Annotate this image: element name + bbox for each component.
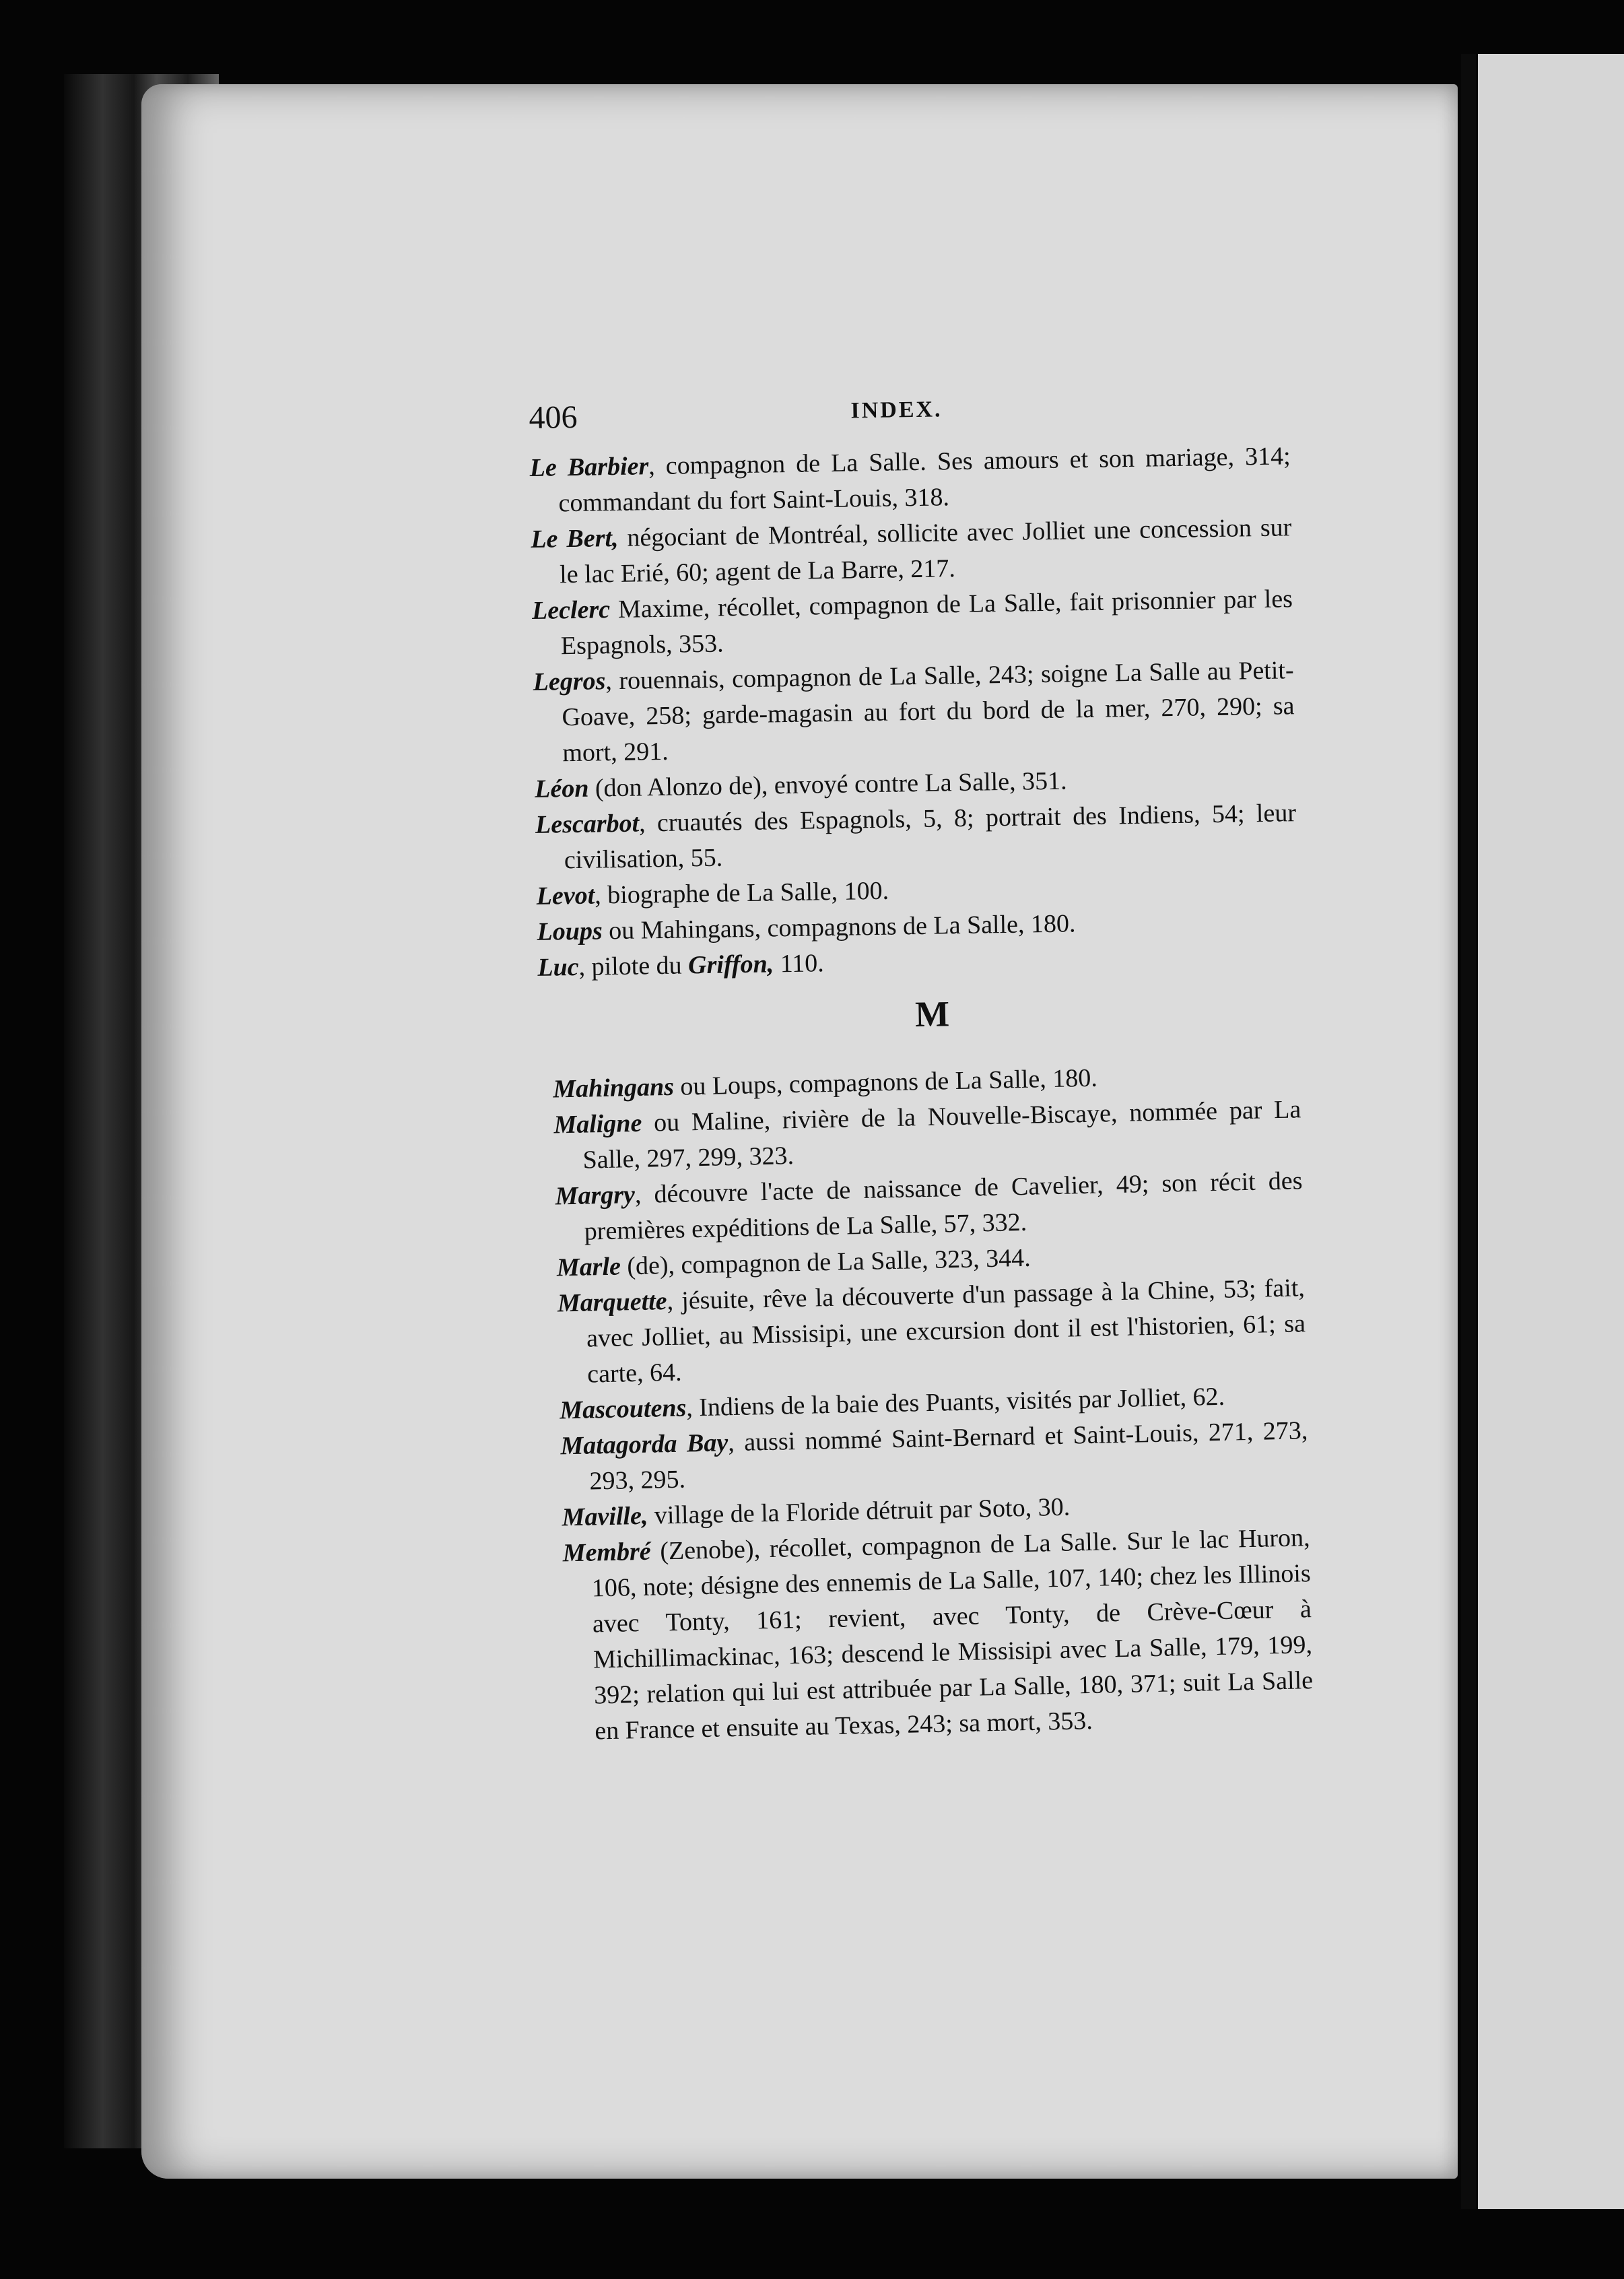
index-section-m bbox=[553, 1056, 1314, 1750]
entry-italic-term: Griffon, bbox=[687, 950, 774, 980]
entry-text: ou Loups, compagnons de La Salle, 180. bbox=[673, 1063, 1098, 1101]
entry-text: , découvre l'acte de naissance de Cavelier, 49; son récit des premières expéditions de La Salle, 57, 332. bbox=[584, 1166, 1303, 1246]
page-number: 406 bbox=[529, 399, 578, 436]
entry-text: (Zenobe), récollet, compagnon de La Salle. Sur le lac Huron, 106, note; désigne des ennemis de La Salle, 107, 140; chez les Illinois avec Tonty, 161; revient, avec Tonty, de Crève-Cœur à Michillimackinac, 163; descend le Missisipi avec La Salle, 179, 199, 392; relation qui lui est attribuée par La Salle, 180, 371; suit La Salle en France et ensuite au Texas, 243; sa mort, 353. bbox=[591, 1523, 1314, 1746]
entry-headword: Le Bert, bbox=[531, 523, 619, 554]
entry-text: Maxime, récollet, compagnon de La Salle, fait prisonnier par les Espagnols, 353. bbox=[560, 585, 1293, 661]
entry-text: négociant de Montréal, sollicite avec Jolliet une concession sur le lac Erié, 60; agent de La Barre, 217. bbox=[559, 513, 1292, 589]
index-entry bbox=[532, 581, 1294, 665]
entry-text-tail: 110. bbox=[773, 949, 825, 979]
entry-headword: Loups bbox=[537, 917, 603, 946]
facing-page-edge bbox=[1478, 54, 1624, 2209]
index-section-l bbox=[529, 438, 1298, 986]
page-text-block bbox=[529, 382, 1314, 1750]
entry-headword: Le Barbier bbox=[529, 452, 649, 482]
index-entry bbox=[562, 1520, 1314, 1750]
entry-headword: Marquette bbox=[557, 1287, 667, 1318]
entry-headword: Mahingans bbox=[552, 1072, 675, 1104]
entry-text: , aussi nommé Saint-Bernard et Saint-Louis, 271, 273, 293, 295. bbox=[589, 1416, 1308, 1496]
entry-headword: Léon bbox=[534, 774, 589, 803]
entry-headword: Levot bbox=[536, 881, 595, 911]
entry-headword: Maville, bbox=[562, 1501, 648, 1532]
section-letter-heading: M bbox=[914, 993, 950, 1035]
entry-text: , jésuite, rêve la découverte d'un passage à la Chine, 53; fait, avec Jolliet, au Missisipi, une excursion dont il est l'historien, 61; sa carte, 64. bbox=[586, 1274, 1306, 1389]
entry-headword: Lescarbot bbox=[535, 809, 640, 839]
entry-text: , Indiens de la baie des Puants, visités par Jolliet, 62. bbox=[685, 1382, 1225, 1422]
index-entry bbox=[535, 795, 1297, 879]
entry-headword: Marle bbox=[556, 1252, 621, 1282]
entry-text: ou Mahingans, compagnons de La Salle, 180. bbox=[602, 909, 1076, 946]
entry-headword: Margry bbox=[555, 1181, 636, 1211]
entry-text: (de), compagnon de La Salle, 323, 344. bbox=[620, 1243, 1031, 1281]
entry-headword: Matagorda Bay bbox=[560, 1428, 729, 1461]
entry-text: , rouennais, compagnon de La Salle, 243; soigne La Salle au Petit-Goave, 258; garde-magasin au fort du bord de la mer, 270, 290; sa mort, 291. bbox=[562, 656, 1295, 768]
entry-text: (don Alonzo de), envoyé contre La Salle, 351. bbox=[588, 766, 1067, 803]
entry-text: ou Maline, rivière de la Nouvelle-Biscaye, nommée par La Salle, 297, 299, 323. bbox=[582, 1095, 1301, 1175]
entry-text: , cruautés des Espagnols, 5, 8; portrait des Indiens, 54; leur civilisation, 55. bbox=[564, 799, 1297, 875]
index-entry bbox=[557, 1270, 1306, 1393]
running-head bbox=[529, 382, 1290, 448]
index-entry bbox=[533, 653, 1295, 772]
index-entry bbox=[529, 438, 1291, 522]
entry-headword: Mascoutens bbox=[559, 1393, 687, 1425]
entry-text: , biographe de La Salle, 100. bbox=[594, 876, 889, 910]
entry-headword: Legros bbox=[533, 667, 606, 696]
entry-text: , compagnon de La Salle. Ses amours et son mariage, 314; commandant du fort Saint-Louis, 318. bbox=[558, 442, 1291, 518]
entry-headword: Maligne bbox=[553, 1109, 642, 1140]
running-title: INDEX. bbox=[850, 397, 943, 424]
entry-text: , pilote du bbox=[578, 951, 689, 981]
entry-text: village de la Floride détruit par Soto, 30. bbox=[647, 1492, 1071, 1530]
entry-headword: Luc bbox=[537, 952, 579, 982]
entry-headword: Leclerc bbox=[531, 595, 611, 625]
index-entry bbox=[531, 510, 1293, 593]
entry-headword: Membré bbox=[562, 1537, 652, 1568]
page-gutter bbox=[1461, 54, 1476, 2209]
